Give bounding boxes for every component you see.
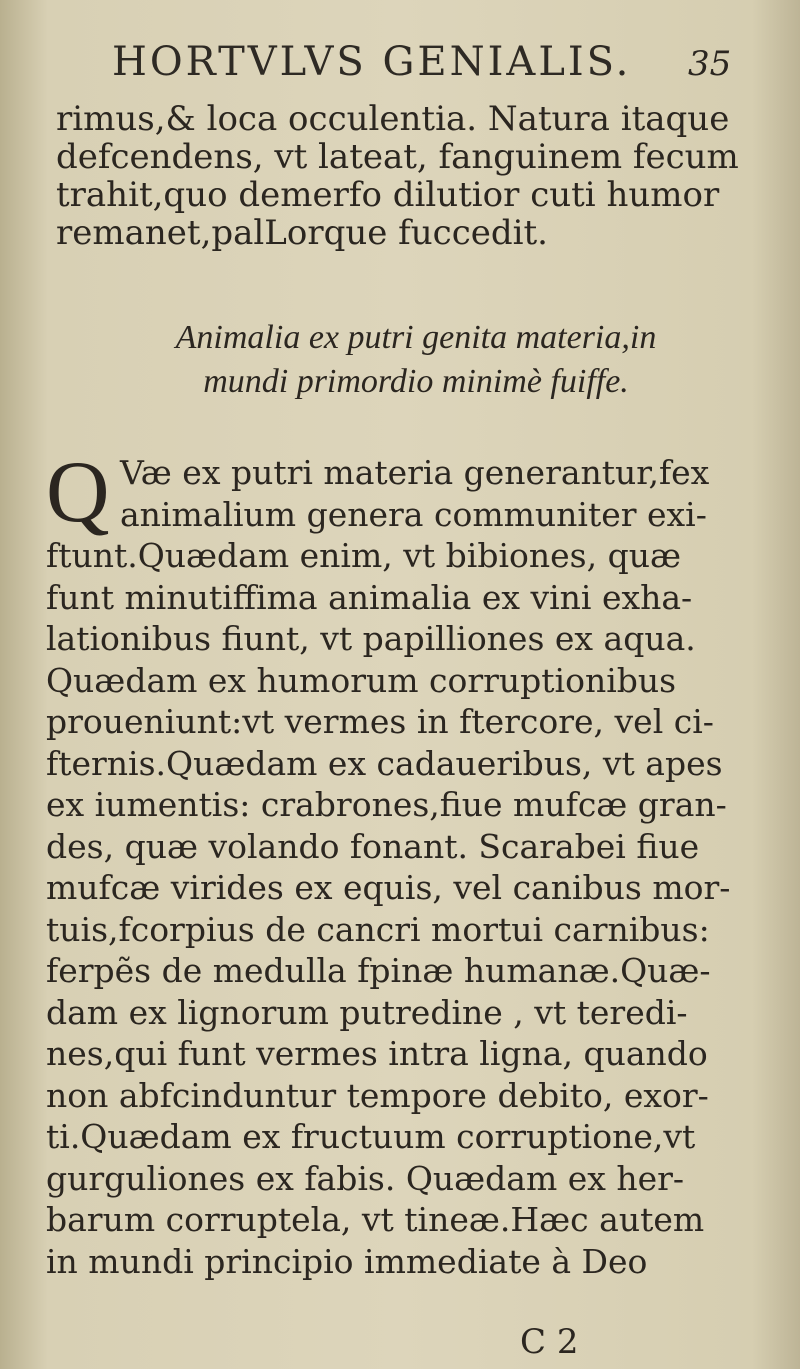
text-line: in mundi principio immediate à Deo bbox=[46, 1241, 648, 1281]
heading-line: Animalia ex putri genita materia,in bbox=[175, 319, 657, 356]
section-heading bbox=[86, 316, 746, 404]
text-line: defcendens, vt lateat, fanguinem fecum bbox=[56, 137, 739, 177]
text-line: Quædam ex humorum corruptionibus bbox=[46, 660, 677, 700]
main-paragraph bbox=[46, 452, 746, 1282]
text-line: tuis,fcorpius de cancri mortui carnibus: bbox=[46, 909, 710, 949]
text-line: nes,qui funt vermes intra ligna, quando bbox=[46, 1034, 708, 1073]
text-line: gurguliones ex fabis. Quædam ex her- bbox=[46, 1158, 685, 1198]
page-number: 35 bbox=[688, 44, 732, 84]
text-line: remanet,palLorque fuccedit. bbox=[56, 213, 548, 253]
text-line: animalium genera communiter exi- bbox=[120, 494, 707, 534]
running-head: HORTVLVS GENIALIS. bbox=[112, 39, 632, 85]
text-line: Væ ex putri materia generantur,fex bbox=[120, 453, 710, 492]
text-line: ex iumentis: crabrones,fiue mufcæ gran- bbox=[46, 785, 727, 824]
text-line: non abfcinduntur tempore debito, exor- bbox=[46, 1075, 709, 1115]
text-line: ti.Quædam ex fructuum corruptione,vt bbox=[46, 1117, 696, 1156]
text-line: ftunt.Quædam enim, vt bibiones, quæ bbox=[46, 536, 681, 575]
text-line: barum corruptela, vt tineæ.Hæc autem bbox=[46, 1200, 705, 1239]
text-line: ferpẽs de medulla fpinæ humanæ.Quæ- bbox=[46, 951, 711, 990]
text-line: des, quæ volando fonant. Scarabei fiue bbox=[46, 826, 700, 866]
signature-mark: C 2 bbox=[520, 1322, 579, 1362]
text-line: dam ex lignorum putredine , vt teredi- bbox=[46, 992, 688, 1032]
text-line: proueniunt:vt vermes in ftercore, vel ci- bbox=[46, 702, 714, 741]
text-line: fternis.Quædam ex cadaueribus, vt apes bbox=[46, 743, 723, 783]
text-line: lationibus fiunt, vt papilliones ex aqua. bbox=[46, 619, 696, 658]
text-line: mufcæ virides ex equis, vel canibus mor- bbox=[46, 868, 731, 907]
text-line: funt minutiffima animalia ex vini exha- bbox=[46, 577, 693, 617]
first-paragraph bbox=[46, 100, 746, 252]
drop-capital: Q bbox=[46, 444, 110, 541]
text-line: rimus,& loca occulentia. Natura itaque bbox=[56, 99, 730, 139]
heading-line: mundi primordio minimè fuiffe. bbox=[203, 363, 629, 400]
text-line: trahit,quo demerfo dilutior cuti humor bbox=[56, 175, 720, 215]
